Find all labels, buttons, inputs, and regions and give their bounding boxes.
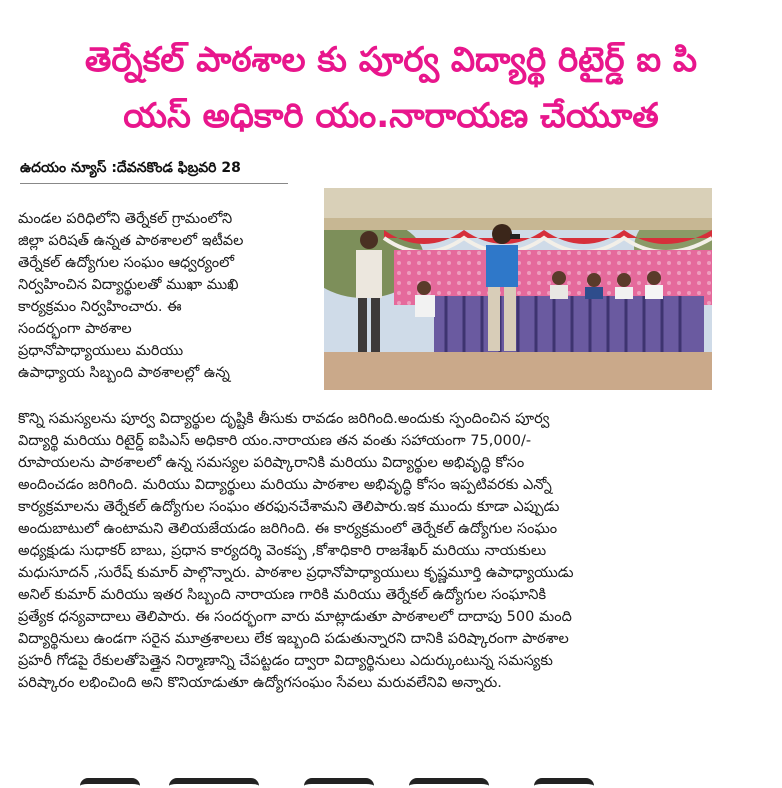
column-line: సందర్భంగా పాఠశాల (18, 321, 132, 337)
body-line: రూపాయలను పాఠశాలలో ఉన్న సమస్యల పరిష్కారానికి మరియు విద్యార్థుల అభివృద్ధి కోసం (18, 455, 525, 471)
column-line: ఉపాధ్యాయ సిబ్బంది పాఠశాలల్లో ఉన్న (18, 365, 230, 381)
body-line: అందుబాటులో ఉంటామని తెలియజేయడం జరిగింది. ఈ కార్యక్రమంలో తెర్నేకల్ ఉద్యోగుల సంఘం (18, 521, 558, 537)
body-line: అందించడం జరిగింది. మరియు విద్యార్థులు మరియు పాఠశాల అభివృద్ధి కోసం ఇప్పటివరకు ఎన్నో (18, 477, 552, 493)
headline-line-1: తెర్నేకల్ పాఠశాల కు పూర్వ విద్యార్థి రిటైర్డ్ ఐ పి (84, 40, 698, 80)
body-line: కార్యక్రమాలను తెర్నేకల్ ఉద్యోగుల సంఘం తరఫునచేశామని తెలిపారు.ఇక ముందు కూడా ఎప్పుడు (18, 499, 560, 515)
column-line: మండల పరిధిలోని తెర్నేకల్ గ్రామంలోని (18, 211, 233, 227)
body-line: విద్యార్థినులు ఉండగా సరైన మూత్రశాలలు లేక ఇబ్బంది పడుతున్నారని దానికి పరిష్కారంగా పాఠశాల (18, 631, 569, 647)
body-line: విద్యార్థి మరియు రిటైర్డ్ ఐపిఎస్ అధికారి యం.నారాయణ తన వంతు సహాయంగా 75,000/- (18, 433, 532, 449)
body-line: మధుసూదన్ ,సురేష్ కుమార్ పాల్గొన్నారు. పాఠశాల ప్రధానోపాధ్యాయులు కృష్ణమూర్తి ఉపాధ్యాయుడు (18, 565, 574, 581)
body-line: అధ్యక్షుడు సుధాకర్ బాబు, ప్రధాన కార్యదర్శి వెంకప్ప ,కోశాధికారి రాజశేఖర్ మరియు నాయకులు (18, 543, 547, 559)
headline-line-2: యస్ అధికారి యం.నారాయణ చేయూత (123, 96, 659, 136)
event-photo-illustration (324, 188, 712, 390)
body-line: కొన్ని సమస్యలను పూర్వ విద్యార్థుల దృష్టికి తీసుకు రావడం జరిగింది.అందుకు స్పందించిన పూర్వ (18, 411, 550, 427)
body-line: పరిష్కారం లభించింది అని కొనియాడుతూ ఉద్యోగసంఘం సేవలు మరువలేనివి అన్నారు. (18, 675, 502, 691)
body-line: అనిల్ కుమార్ మరియు ఇతర సిబ్బంది నారాయణ గారికి మరియు తెర్నేకల్ ఉద్యోగుల సంఘానికి (18, 587, 547, 603)
event-photo (324, 188, 712, 390)
column-line: తెర్నేకల్ ఉద్యోగుల సంఘం ఆధ్వర్యంలో (18, 255, 234, 271)
column-line: జిల్లా పరిషత్ ఉన్నత పాఠశాలలో ఇటీవల (18, 233, 244, 249)
column-line: కార్యక్రమం నిర్వహించారు. ఈ (18, 299, 182, 315)
column-line: నిర్వహించిన విద్యార్థులతో ముఖా ముఖి (18, 277, 239, 293)
column-line: ప్రధానోపాధ్యాయులు మరియు (18, 343, 184, 359)
dateline: ఉదయం న్యూస్ :దేవనకొండ ఫిబ్రవరి 28 (20, 160, 241, 176)
body-line: ప్రత్యేక ధన్యవాదాలు తెలిపారు. ఈ సందర్భంగా వారు మాట్లాడుతూ పాఠశాలలో దాదాపు 500 మంది (18, 609, 572, 625)
dateline-divider (20, 183, 288, 184)
next-headline-cropped (60, 772, 720, 788)
body-line: ప్రహరీ గోడపై రేకులతోపెత్తైన నిర్మాణాన్ని చేపట్టడం ద్వారా విద్యార్థినులు ఎదుర్కుంటున్న సమస్యకు (18, 653, 553, 669)
